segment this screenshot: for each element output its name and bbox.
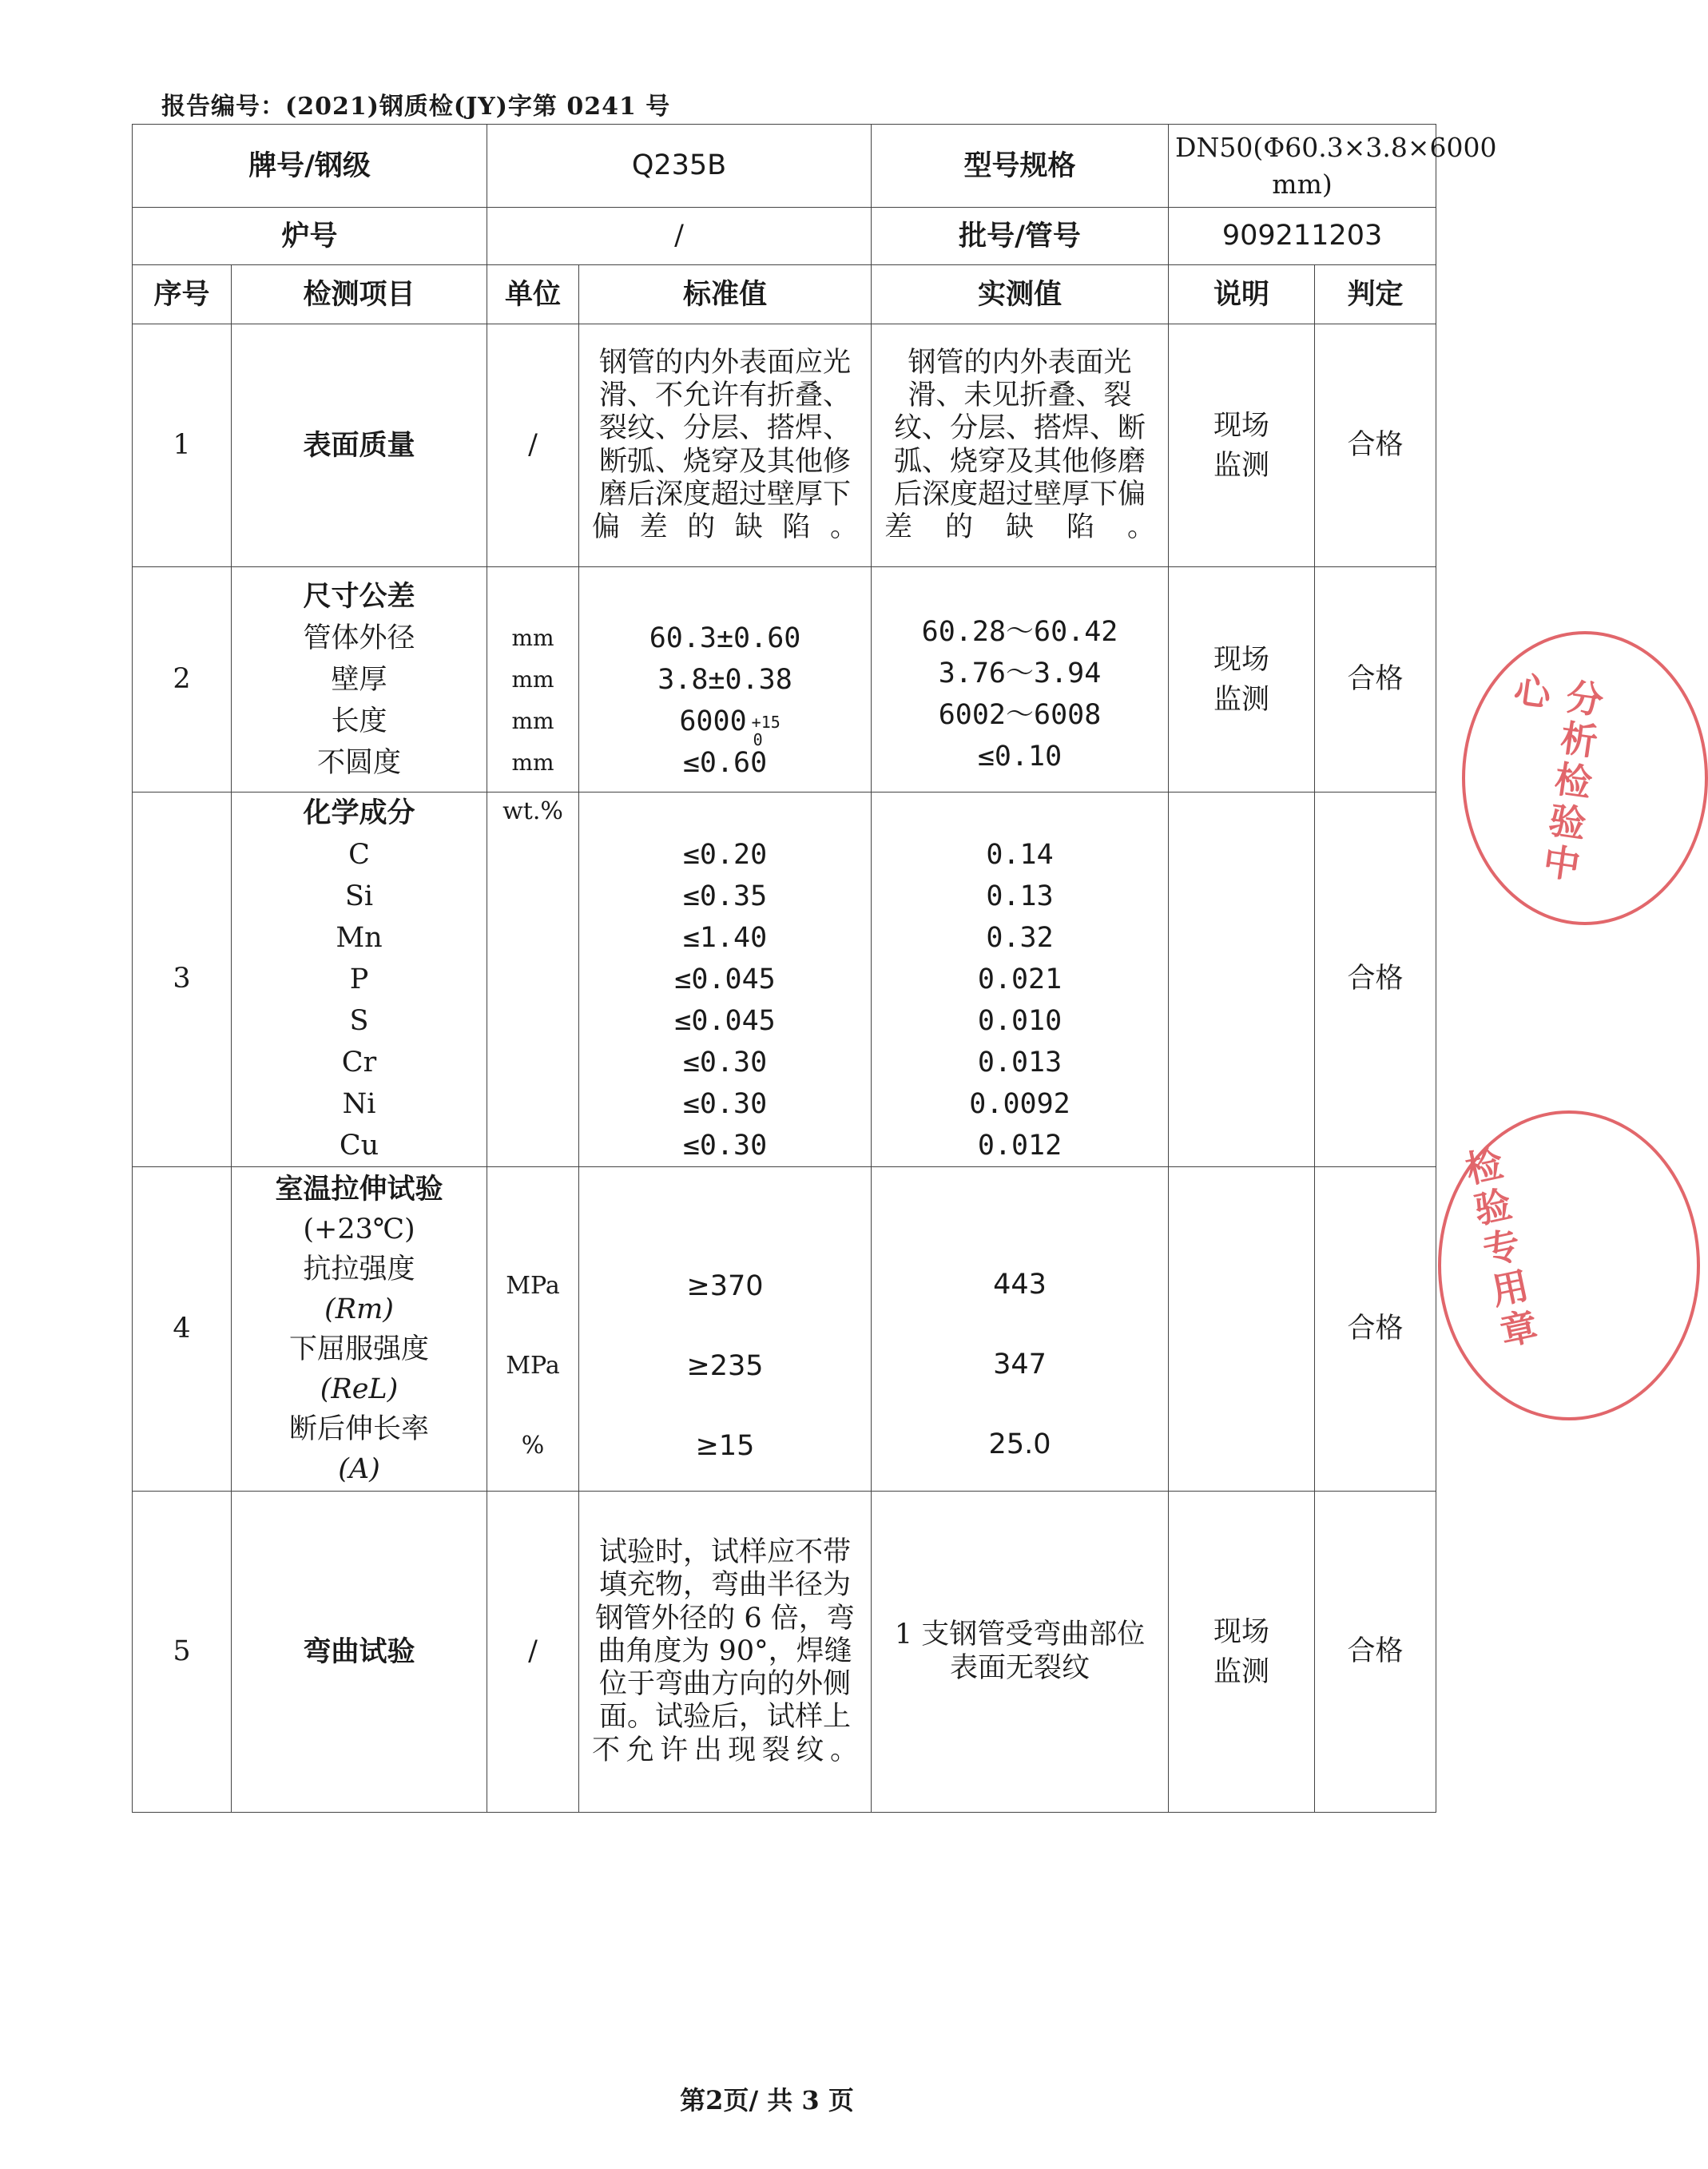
- row-unit: [487, 567, 579, 793]
- element-label: Mn: [336, 922, 383, 954]
- row-standard: [579, 567, 872, 793]
- col-note: 说明: [1169, 265, 1315, 324]
- unit-value: mm: [511, 707, 554, 734]
- row-no: 3: [133, 793, 232, 1167]
- sub-item: 壁厚: [331, 663, 387, 696]
- row-verdict: 合格: [1315, 793, 1436, 1167]
- standard-value: ≤1.40: [682, 922, 768, 954]
- inspection-seal-top: [1462, 631, 1708, 925]
- column-header-row: [133, 265, 1436, 324]
- elong-symbol: (A): [338, 1452, 380, 1485]
- row-item: [232, 567, 487, 793]
- measured-value: 0.13: [986, 880, 1054, 912]
- inspection-table: [132, 124, 1497, 1813]
- row-measured: [872, 793, 1169, 1167]
- measured-value: 0.010: [977, 1005, 1063, 1037]
- measured-value: 0.021: [977, 963, 1063, 995]
- col-no: 序号: [133, 265, 232, 324]
- measured-value: 25.0: [988, 1428, 1051, 1460]
- unit-value: %: [521, 1431, 545, 1460]
- standard-value: ≤0.60: [682, 746, 768, 779]
- measured-value: 0.012: [977, 1130, 1063, 1162]
- page-footer: 第2页/ 共 3 页: [680, 2085, 854, 2115]
- row-measured: 钢管的内外表面光滑、未见折叠、裂纹、分层、搭焊、断弧、烧穿及其他修磨后深度超过壁厚下偏差的缺陷。: [872, 324, 1169, 567]
- row-verdict: 合格: [1315, 1492, 1436, 1813]
- measured-value: 0.013: [977, 1047, 1063, 1079]
- row-note: [1169, 1167, 1315, 1492]
- row-note: 现场监测: [1169, 324, 1315, 567]
- measured-value: 3.76～3.94: [938, 657, 1102, 689]
- row-note: 现场监测: [1169, 567, 1315, 793]
- yield-label: 下屈服强度: [289, 1333, 430, 1365]
- col-unit: 单位: [487, 265, 579, 324]
- standard-value: 3.8±0.38: [657, 663, 792, 696]
- standard-value: ≥235: [686, 1349, 764, 1382]
- row-measured: 1 支钢管受弯曲部位表面无裂纹: [872, 1492, 1169, 1813]
- tensile-label: 抗拉强度: [303, 1253, 415, 1285]
- col-measured: 实测值: [872, 265, 1169, 324]
- standard-value: ≤0.30: [682, 1047, 768, 1079]
- element-label: Cr: [341, 1047, 377, 1079]
- element-label: Cu: [339, 1130, 379, 1162]
- row-measured: [872, 567, 1169, 793]
- tensile-symbol: (Rm): [324, 1293, 394, 1325]
- measured-value: 347: [993, 1348, 1047, 1380]
- item-title: 室温拉伸试验: [275, 1172, 443, 1206]
- row-measured: [872, 1167, 1169, 1492]
- row-no: 4: [133, 1167, 232, 1492]
- row-verdict: 合格: [1315, 1167, 1436, 1492]
- measured-value: 6002～6008: [938, 698, 1102, 731]
- header-row-grade: [133, 125, 1436, 208]
- elong-label: 断后伸长率: [289, 1412, 430, 1445]
- inspection-seal-bottom: [1438, 1110, 1700, 1420]
- measured-value: 0.0092: [969, 1088, 1070, 1120]
- col-verdict: 判定: [1315, 265, 1436, 324]
- unit-value: mm: [511, 624, 554, 651]
- item-title: 化学成分: [303, 796, 415, 829]
- standard-value: ≤0.30: [682, 1130, 768, 1162]
- element-label: P: [349, 963, 369, 995]
- row-standard: 钢管的内外表面应光滑、不允许有折叠、裂纹、分层、搭焊、断弧、烧穿及其他修磨后深度超过壁厚下偏差的缺陷。: [579, 324, 872, 567]
- unit-value: MPa: [506, 1351, 560, 1380]
- sub-item: 不圆度: [317, 746, 402, 779]
- unit-value: MPa: [506, 1271, 560, 1300]
- row-standard: [579, 793, 872, 1167]
- element-label: C: [348, 839, 370, 871]
- row-unit: wt.%: [487, 793, 579, 1167]
- col-item: 检测项目: [232, 265, 487, 324]
- row-item: 表面质量: [232, 324, 487, 567]
- measured-value: 443: [993, 1268, 1047, 1301]
- batch-label: 批号/管号: [872, 208, 1169, 265]
- row-unit: [487, 1167, 579, 1492]
- table-row: [133, 1492, 1436, 1813]
- row-standard: 试验时，试样应不带填充物，弯曲半径为钢管外径的 6 倍，弯曲角度为 90°，焊缝位于弯曲方向的外侧面。试验后，试样上不允许出现裂纹。: [579, 1492, 872, 1813]
- header-row-heat: [133, 208, 1436, 265]
- row-verdict: 合格: [1315, 324, 1436, 567]
- row-unit: /: [487, 1492, 579, 1813]
- test-temp: (+23℃): [303, 1213, 415, 1245]
- row-no: 1: [133, 324, 232, 567]
- standard-value: ≥370: [686, 1269, 764, 1302]
- row-note: [1169, 793, 1315, 1167]
- row-item: [232, 1167, 487, 1492]
- heat-value: /: [487, 208, 872, 265]
- table-row: [133, 1167, 1436, 1492]
- table-row: [133, 793, 1436, 1167]
- row-item: [232, 793, 487, 1167]
- row-no: 5: [133, 1492, 232, 1813]
- grade-value: Q235B: [487, 125, 872, 208]
- measured-value: ≤0.10: [977, 740, 1063, 773]
- row-note: 现场监测: [1169, 1492, 1315, 1813]
- row-verdict: 合格: [1315, 567, 1436, 793]
- measured-value: 60.28～60.42: [921, 615, 1118, 648]
- tol-upper: +15: [751, 712, 781, 732]
- tol-lower: 0: [753, 729, 763, 749]
- row-item: 弯曲试验: [232, 1492, 487, 1813]
- spec-value: DN50(Φ60.3×3.8×6000 mm): [1169, 125, 1436, 208]
- standard-value: 6000 +15 0: [586, 701, 864, 742]
- yield-symbol: (ReL): [320, 1373, 399, 1405]
- row-standard: [579, 1167, 872, 1492]
- standard-value: ≤0.35: [682, 880, 768, 912]
- standard-value: ≤0.045: [674, 963, 776, 995]
- item-title: 尺寸公差: [303, 579, 415, 613]
- measured-value: 0.32: [986, 922, 1054, 954]
- standard-value: ≤0.20: [682, 839, 768, 871]
- element-label: Ni: [342, 1088, 376, 1120]
- measured-value: 0.14: [986, 839, 1054, 871]
- spec-label: 型号规格: [872, 125, 1169, 208]
- table-row: [133, 567, 1436, 793]
- sub-item: 长度: [331, 705, 387, 737]
- report-number: 报告编号：(2021)钢质检(JY)字第 0241 号: [161, 93, 671, 121]
- standard-value: 60.3±0.60: [649, 622, 801, 654]
- table-row: [133, 324, 1436, 567]
- seal-text: 分析检验中心: [1505, 669, 1607, 888]
- element-label: Si: [344, 880, 374, 912]
- element-label: S: [349, 1005, 369, 1037]
- unit-value: mm: [511, 749, 554, 776]
- unit-value: mm: [511, 665, 554, 693]
- grade-label: 牌号/钢级: [133, 125, 487, 208]
- row-no: 2: [133, 567, 232, 793]
- row-unit: /: [487, 324, 579, 567]
- standard-value: ≤0.045: [674, 1005, 776, 1037]
- col-standard: 标准值: [579, 265, 872, 324]
- batch-value: 909211203: [1169, 208, 1436, 265]
- seal-text: 检验专用章: [1456, 1143, 1543, 1356]
- standard-value: ≤0.30: [682, 1088, 768, 1120]
- heat-label: 炉号: [133, 208, 487, 265]
- sub-item: 管体外径: [303, 622, 415, 654]
- standard-value: ≥15: [695, 1429, 755, 1462]
